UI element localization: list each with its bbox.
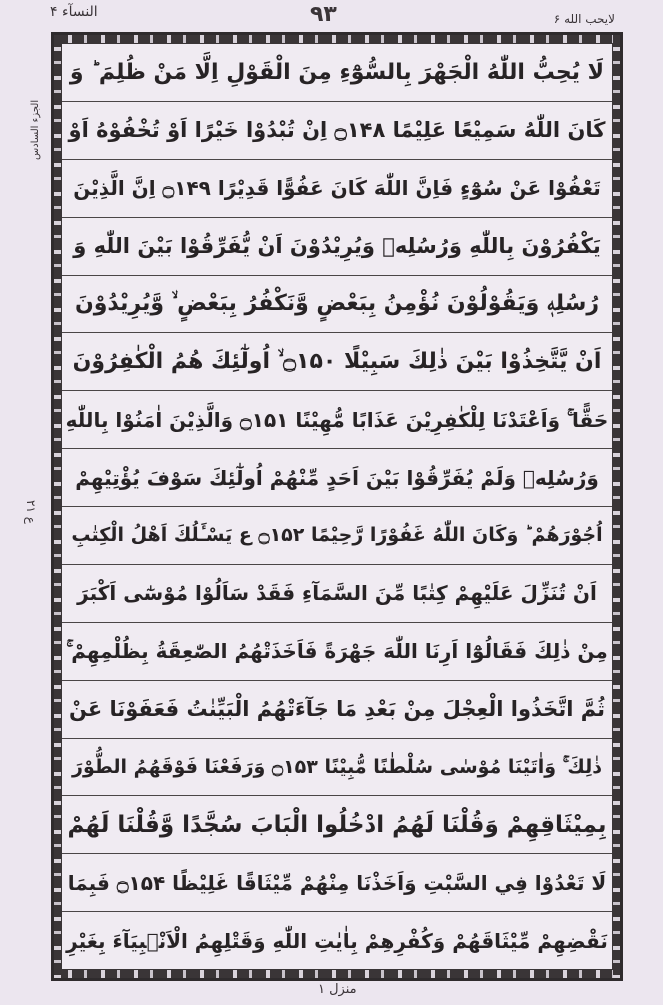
ornamental-border-top [54,35,620,43]
page-number: ۹۳ [310,2,337,27]
juz-marker: الجزء السادس [30,99,41,160]
text-line-11: مِنْ ذٰلِكَ فَقَالُوْٓا اَرِنَا اللّٰهَ جَهْرَةً فَاَخَذَتْهُمُ الصّٰعِقَةُ بِظُلْمِهِمْ ۚ [62,623,612,681]
text-line-12: ثُمَّ اتَّخَذُوا الْعِجْلَ مِنْ بَعْدِ مَا جَآءَتْهُمُ الْبَيِّنٰتُ فَعَفَوْنَا عَنْ [62,681,612,739]
text-line-15: لَا تَعْدُوْا فِي السَّبْتِ وَاَخَذْنَا مِنْهُمْ مِّيْثَاقًا غَلِيْظًا ۝۱۵۴ فَبِمَا [62,854,612,912]
text-line-5: رُسُلِهٖ وَيَقُوْلُوْنَ نُؤْمِنُ بِبَعْضٍ وَّنَكْفُرُ بِبَعْضٍ ۙ وَّيُرِيْدُوْنَ [62,276,612,334]
text-block [61,43,613,970]
page-frame [51,32,623,981]
text-line-13: ذٰلِكَ ۚ وَاٰتَيْنَا مُوْسٰى سُلْطٰنًا مُّبِيْنًا ۝۱۵۳ وَرَفَعْنَا فَوْقَهُمُ الطُّوْرَ [62,739,612,797]
ornamental-border-left [54,35,61,978]
manzil-label: منزل ۱ [318,982,357,997]
text-line-4: يَكْفُرُوْنَ بِاللّٰهِ وَرُسُلِهٖ وَيُرِيْدُوْنَ اَنْ يُّفَرِّقُوْا بَيْنَ اللّٰهِ وَ [62,218,612,276]
text-line-8: وَرُسُلِهٖ وَلَمْ يُفَرِّقُوْا بَيْنَ اَحَدٍ مِّنْهُمْ اُولٰٓئِكَ سَوْفَ يُؤْتِيْهِمْ [62,449,612,507]
text-line-14: بِمِيْثَاقِهِمْ وَقُلْنَا لَهُمُ ادْخُلُوا الْبَابَ سُجَّدًا وَّقُلْنَا لَهُمْ [62,796,612,854]
surah-name: النسآء ۴ [50,4,98,20]
ornamental-border-bottom [54,970,620,978]
text-line-7: حَقًّا ۚ وَاَعْتَدْنَا لِلْكٰفِرِيْنَ عَذَابًا مُّهِيْنًا ۝۱۵۱ وَالَّذِيْنَ اٰمَنُوْا بِاللّٰهِ [62,391,612,449]
text-line-2: كَانَ اللّٰهُ سَمِيْعًا عَلِيْمًا ۝۱۴۸ اِنْ تُبْدُوْا خَيْرًا اَوْ تُخْفُوْهُ اَوْ [62,102,612,160]
ruku-marker: ع ۲۱ [24,500,38,524]
ornamental-border-right [613,35,620,978]
text-line-3: تَعْفُوْا عَنْ سُوْٓءٍ فَاِنَّ اللّٰهَ كَانَ عَفُوًّا قَدِيْرًا ۝۱۴۹ اِنَّ الَّذِيْنَ [62,160,612,218]
text-line-9: اُجُوْرَهُمْ ؕ وَكَانَ اللّٰهُ غَفُوْرًا رَّحِيْمًا ۝۱۵۲ ع يَسْـَٔلُكَ اَهْلُ الْكِتٰبِ [62,507,612,565]
text-line-1: لَا يُحِبُّ اللّٰهُ الْجَهْرَ بِالسُّوْٓءِ مِنَ الْقَوْلِ اِلَّا مَنْ ظُلِمَ ؕ وَ [62,44,612,102]
text-line-6: اَنْ يَّتَّخِذُوْا بَيْنَ ذٰلِكَ سَبِيْلًا ۝۱۵۰ ۙ اُولٰٓئِكَ هُمُ الْكٰفِرُوْنَ [62,333,612,391]
para-name: لایحب الله ۶ [553,12,615,26]
text-line-16: نَقْضِهِمْ مِّيْثَاقَهُمْ وَكُفْرِهِمْ بِاٰيٰتِ اللّٰهِ وَقَتْلِهِمُ الْاَنْۢبِيَآءَ بِغَيْرِ [66,928,608,953]
text-line-10: اَنْ تُنَزِّلَ عَلَيْهِمْ كِتٰبًا مِّنَ السَّمَآءِ فَقَدْ سَاَلُوْا مُوْسٰٓى اَكْبَرَ [62,565,612,623]
